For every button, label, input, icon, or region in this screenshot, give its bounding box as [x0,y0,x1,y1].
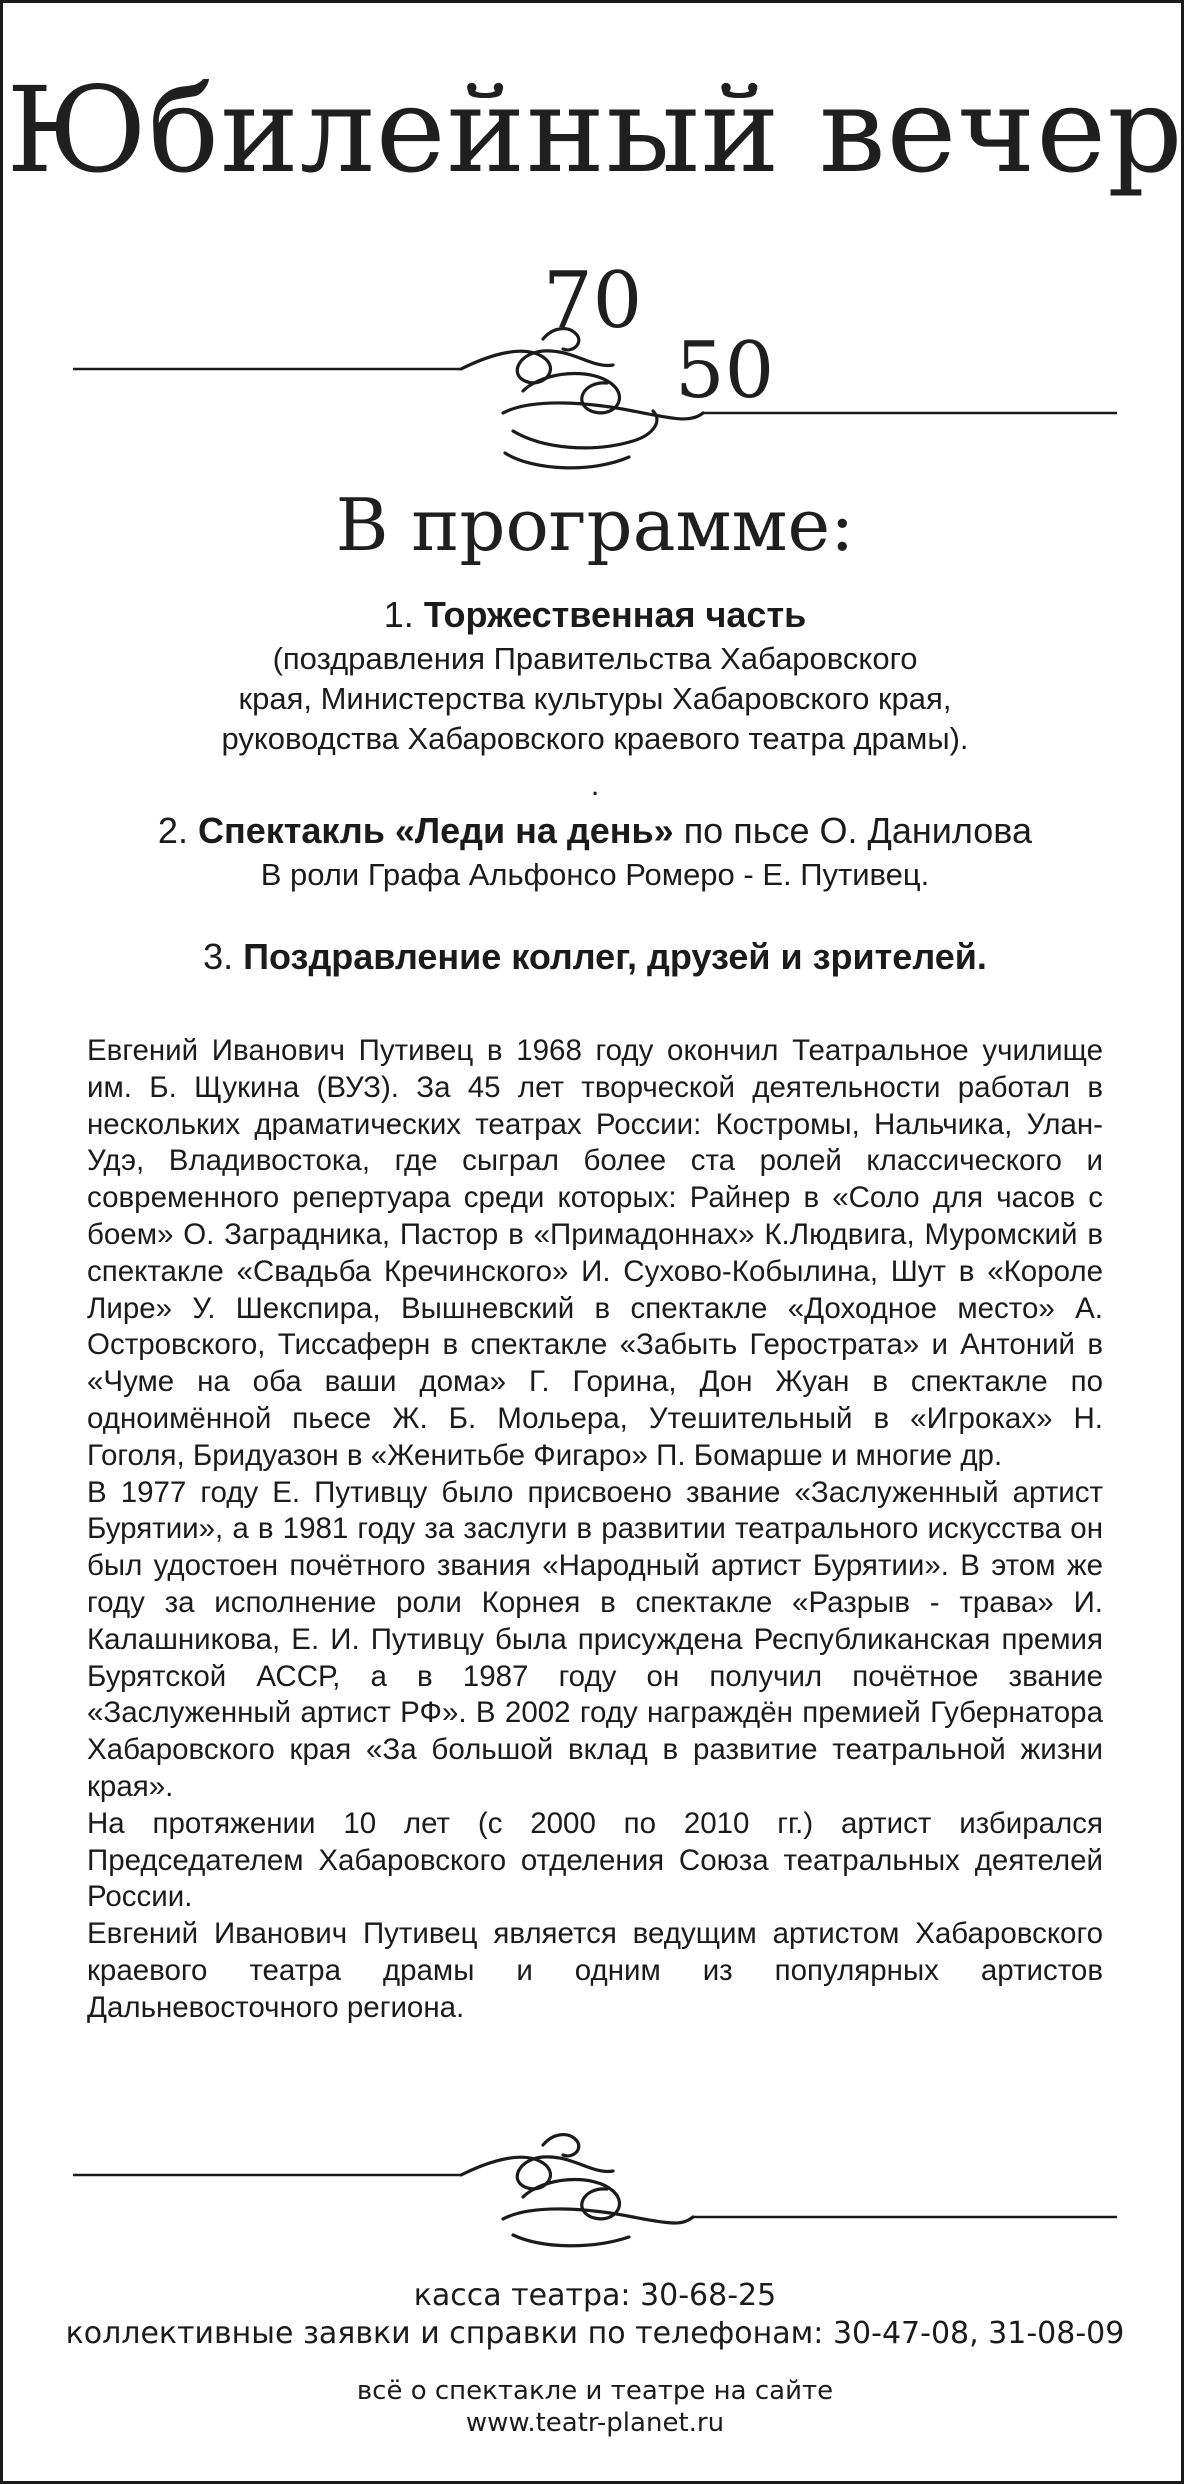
program-item-1-description [63,639,1127,759]
program-item-3-title: Поздравление коллег, друзей и зрителей. [243,936,987,977]
website-note: всё о спектакле и театре на сайте [356,2376,834,2406]
program-separator-dot: . [590,767,600,802]
emblem-top-number: 70 [543,256,643,346]
program-item-2-role: В роли Графа Альфонсо Ромеро - Е. Путивец. [260,857,930,892]
group-orders-phones: коллективные заявки и справки по телефонам: 30-47-08, 31-08-09 [65,2316,1125,2351]
program-item-2 [63,809,1127,853]
program-item-1-desc-line: (поздравления Правительства Хабаровского [272,641,918,676]
website-url[interactable]: www.teatr-planet.ru [465,2408,725,2438]
biography-text [87,1033,1103,2027]
program-item-2-author: по пьсе О. Данилова [673,810,1033,851]
program-heading: В программе: [335,483,855,567]
program-item-1-title: Торжественная часть [423,594,807,635]
program-item-1 [63,593,1127,637]
biography-paragraph: В 1977 году Е. Путивцу было присвоено звание «Заслуженный артист Бурятии», а в 1981 году за заслуги в развитии театрального искусства он был удостоен почётного звания «Народный артист Бурятии». В этом же году за исполнение роли Корнея в спектакле «Разрыв - трава» И. Калашникова, Е. И. Путивцу была присуждена Республиканская премия Бурятской АССР, а в 1987 году он получил почётное звание «Заслуженный артист РФ». В 2002 году награждён премией Губернатора Хабаровского края «За большой вклад в развитие театральной жизни края». [87,1475,1103,1803]
biography-paragraph: На протяжении 10 лет (с 2000 по 2010 гг.) артист избирался Председателем Хабаровского отделения Союза театральных деятелей России. [87,1806,1103,1914]
box-office-phone: касса театра: 30-68-25 [413,2278,777,2313]
program-item-1-desc-line: руководства Хабаровского краевого театра драмы). [221,721,969,756]
program-item-1-number: 1. [383,594,414,635]
poster-title: Юбилейный вечер [6,61,1184,199]
biography-paragraph: Евгений Иванович Путивец в 1968 году окончил Театральное училище им. Б. Щукина (ВУЗ). За 45 лет творческой деятельности работал в нескольких драматических театрах России: Костромы, Нальчика, Улан-Удэ, Владивостока, где сыграл более ста ролей классического и современного репертуара среди которых: Райнер в «Соло для часов с боем» О. Заградника, Пастор в «Примадоннах» К.Людвига, Муромский в спектакле «Свадьба Кречинского» И. Сухово-Кобылина, Шут в «Короле Лире» У. Шекспира, Вышневский в спектакле «Доходное место» А. Островского, Тиссаферн в спектакле «Забыть Герострата» и Антоний в «Чуме на оба ваши дома» Г. Горина, Дон Жуан в спектакле по одноимённой пьесе Ж. Б. Мольера, Утешительный в «Игроках» Н. Гоголя, Бридуазон в «Женитьбе Фигаро» П. Бомарше и многие др. [87,1034,1103,1472]
biography-paragraph: Евгений Иванович Путивец является ведущим артистом Хабаровского краевого театра драмы и одним из популярных артистов Дальневосточного региона. [87,1917,1103,2024]
program-item-2-number: 2. [157,810,188,851]
bottom-flourish-ornament [73,2111,1117,2251]
program-item-1-desc-line: края, Министерства культуры Хабаровского края, [238,681,952,716]
program-item-3-number: 3. [203,936,234,977]
program-item-3 [63,935,1127,979]
program-item-2-title: Спектакль «Леди на день» [197,810,674,851]
emblem-bottom-number: 50 [675,326,775,416]
